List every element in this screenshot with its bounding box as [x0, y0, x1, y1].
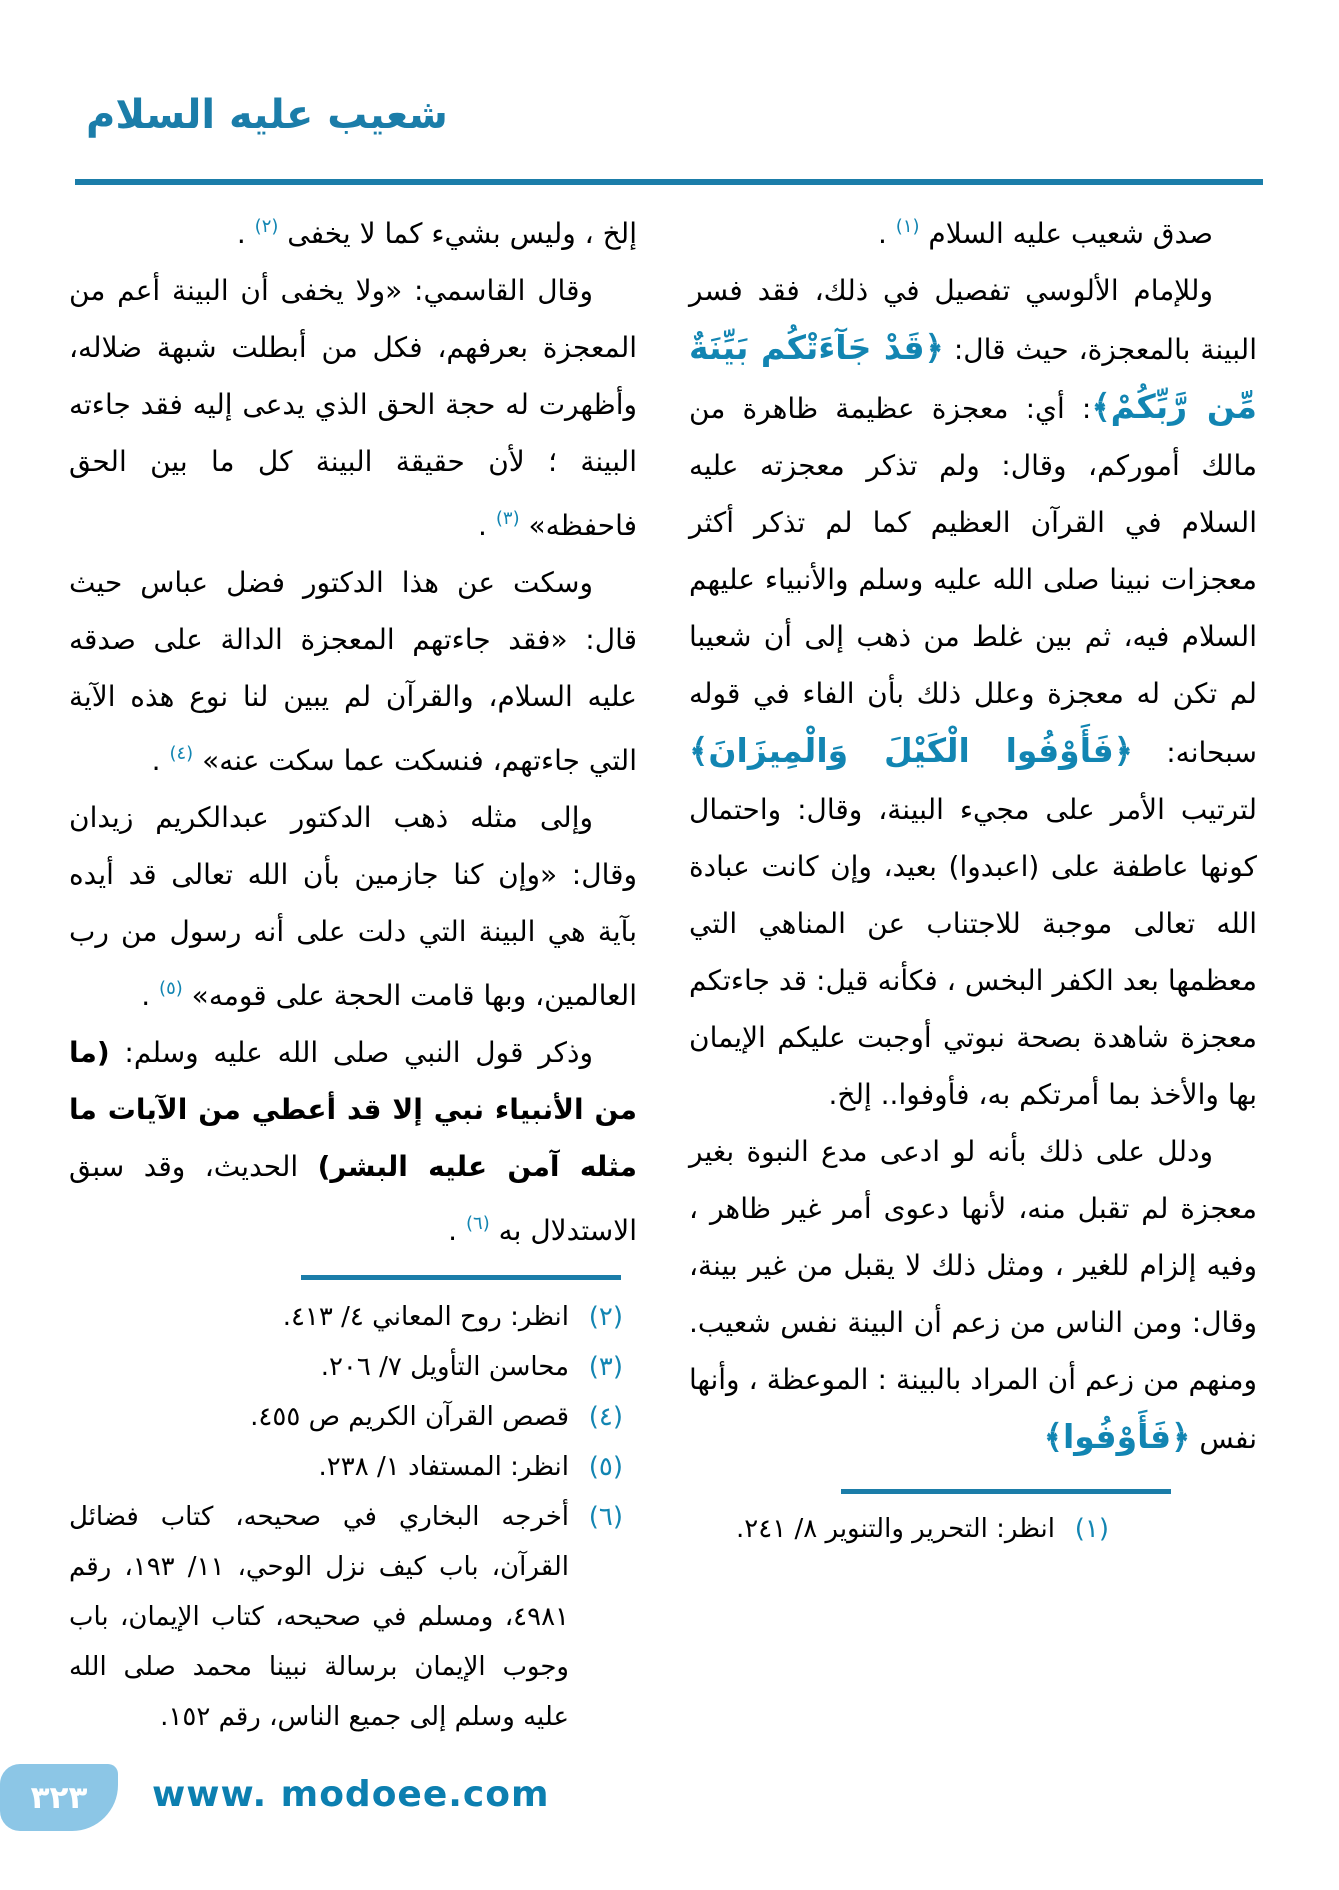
page-number: ٣٢٣: [30, 1779, 88, 1816]
footnote-number: (٤): [588, 1402, 623, 1432]
footnotes: [69, 1292, 623, 1742]
body-text: وقال القاسمي: «ولا يخفى أن البينة أعم من المعجزة بعرفهم، فكل من أبطلت شبهة ضلاله، وأظهرت له حجة الحق الذي يدعى إليه فقد جاءته البينة ؛ لأن حقيقة البينة كل ما بين الحق فاحفظه»: [69, 274, 637, 542]
paragraph: [69, 789, 637, 1024]
body-text: وذكر قول النبي صلى الله عليه وسلم:: [109, 1036, 593, 1069]
footnote-marker: (٤): [169, 743, 194, 764]
right-column: [689, 198, 1257, 1742]
hadith-text: (ما من الأنبياء نبي إلا قد أعطي من الآيات ما مثله آمن عليه البشر): [69, 1036, 637, 1183]
quran-verse: ﴿قَدْ جَآءَتْكُم بَيِّنَةٌ مِّن رَّبِّكُمْ﴾: [689, 328, 1257, 426]
paragraph: [689, 262, 1257, 1123]
paragraph: [69, 262, 637, 554]
footnote-marker: (٦): [465, 1213, 490, 1234]
right-column-body: [689, 198, 1257, 1467]
footnote-marker: (٥): [159, 978, 183, 999]
footnote-marker: (٢): [254, 216, 279, 237]
body-text: .: [151, 744, 170, 777]
header-rule: [75, 179, 1263, 185]
body-text: ودلل على ذلك بأنه لو ادعى مدع النبوة بغير معجزة لم تقبل منه، لأنها دعوى أمر غير ظاهر ، وفيه إلزام للغير ، ومثل ذلك لا يقبل من غير بينة، وقال: ومن الناس من زعم أن البينة نفس شعيب. ومنهم من زعم أن المراد بالبينة : الموعظة ، وأنها نفس: [689, 1135, 1257, 1455]
paragraph: [69, 554, 637, 789]
footnote-text: انظر: التحرير والتنوير ٨/ ٢٤١.: [736, 1514, 1055, 1544]
footnote: [69, 1392, 623, 1442]
body-text: وإلى مثله ذهب الدكتور عبدالكريم زيدان وقال: «وإن كنا جازمين بأن الله تعالى قد أيده بآية هي البينة التي دلت على أنه رسول من رب العالمين، وبها قامت الحجة على قومه»: [69, 801, 637, 1012]
body-text: .: [448, 1214, 466, 1247]
footnote-separator: [301, 1275, 621, 1280]
body-text: لترتيب الأمر على مجيء البينة، وقال: واحتمال كونها عاطفة على (اعبدوا) بعيد، وإن كانت عبادة الله تعالى موجبة للاجتناب عن المناهي التي معظمها بعد الكفر البخس ، فكأنه قيل: قد جاءتكم معجزة شاهدة بصحة نبوتي أوجبت عليكم الإيمان بها والأخذ بما أمرتكم به، فأوفوا.. إلخ.: [689, 793, 1257, 1111]
footnote-marker: (٣): [495, 508, 520, 529]
text-columns: [69, 198, 1257, 1742]
footnote-number: (٦): [588, 1502, 623, 1532]
footnotes: [689, 1504, 1109, 1554]
footnote-number: (١): [1074, 1514, 1109, 1544]
footnote-text: قصص القرآن الكريم ص ٤٥٥.: [250, 1402, 569, 1432]
footnote-text: انظر: روح المعاني ٤/ ٤١٣.: [282, 1302, 569, 1332]
paragraph: [689, 1123, 1257, 1467]
body-text: صدق شعيب عليه السلام: [919, 217, 1213, 250]
quran-verse: ﴿فَأَوْفُوا﴾: [1043, 1417, 1191, 1456]
body-text: إلخ ، وليس بشيء كما لا يخفى: [278, 217, 637, 250]
footnote-text: أخرجه البخاري في صحيحه، كتاب فضائل القرآن، باب كيف نزل الوحي، ١١/ ١٩٣، رقم ٤٩٨١، ومسلم في صحيحه، كتاب الإيمان، باب وجوب الإيمان برسالة نبينا محمد صلى الله عليه وسلم إلى جميع الناس، رقم ١٥٢.: [69, 1502, 570, 1732]
footnote-marker: (١): [895, 216, 920, 237]
website-url: www. modoee.com: [152, 1774, 550, 1815]
body-text: وسكت عن هذا الدكتور فضل عباس حيث قال: «فقد جاءتهم المعجزة الدالة على صدقه عليه السلام، والقرآن لم يبين لنا نوع هذه الآية التي جاءتهم، فنسكت عما سكت عنه»: [69, 566, 637, 777]
footnote: [69, 1342, 623, 1392]
page-number-badge: [0, 1764, 118, 1831]
body-text: : أي: معجزة عظيمة ظاهرة من مالك أموركم، وقال: ولم تذكر معجزته عليه السلام في القرآن العظيم كما لم تذكر أكثر معجزات نبينا صلى الله عليه وسلم والأنبياء عليهم السلام فيه، ثم بين غلط من ذهب إلى أن شعيبا لم تكن له معجزة وعلل ذلك بأن الفاء في قوله سبحانه:: [689, 392, 1257, 769]
body-text: .: [236, 217, 255, 250]
quran-verse: ﴿فَأَوْفُوا الْكَيْلَ وَالْمِيزَانَ﴾: [689, 731, 1134, 770]
footnote-number: (٣): [588, 1352, 623, 1382]
footnote: [69, 1492, 623, 1742]
paragraph: [689, 198, 1257, 262]
left-column: [69, 198, 637, 1742]
footnote-number: (٢): [588, 1302, 623, 1332]
body-text: .: [141, 979, 160, 1012]
left-column-body: [69, 198, 637, 1259]
body-text: الحديث، وقد سبق الاستدلال به: [69, 1150, 637, 1247]
chapter-title: شعيب عليه السلام: [86, 92, 448, 138]
paragraph: [69, 198, 637, 262]
footnote-text: محاسن التأويل ٧/ ٢٠٦.: [320, 1352, 569, 1382]
body-text: .: [877, 217, 896, 250]
body-text: .: [478, 509, 496, 542]
paragraph: [69, 1024, 637, 1259]
footnote-text: انظر: المستفاد ١/ ٢٣٨.: [318, 1452, 569, 1482]
footnote-separator: [841, 1489, 1171, 1494]
footnote-number: (٥): [588, 1452, 623, 1482]
footnote: [689, 1504, 1109, 1554]
footnote: [69, 1442, 623, 1492]
footnote: [69, 1292, 623, 1342]
body-text: وللإمام الألوسي تفصيل في ذلك، فقد فسر البينة بالمعجزة، حيث قال:: [689, 274, 1257, 366]
